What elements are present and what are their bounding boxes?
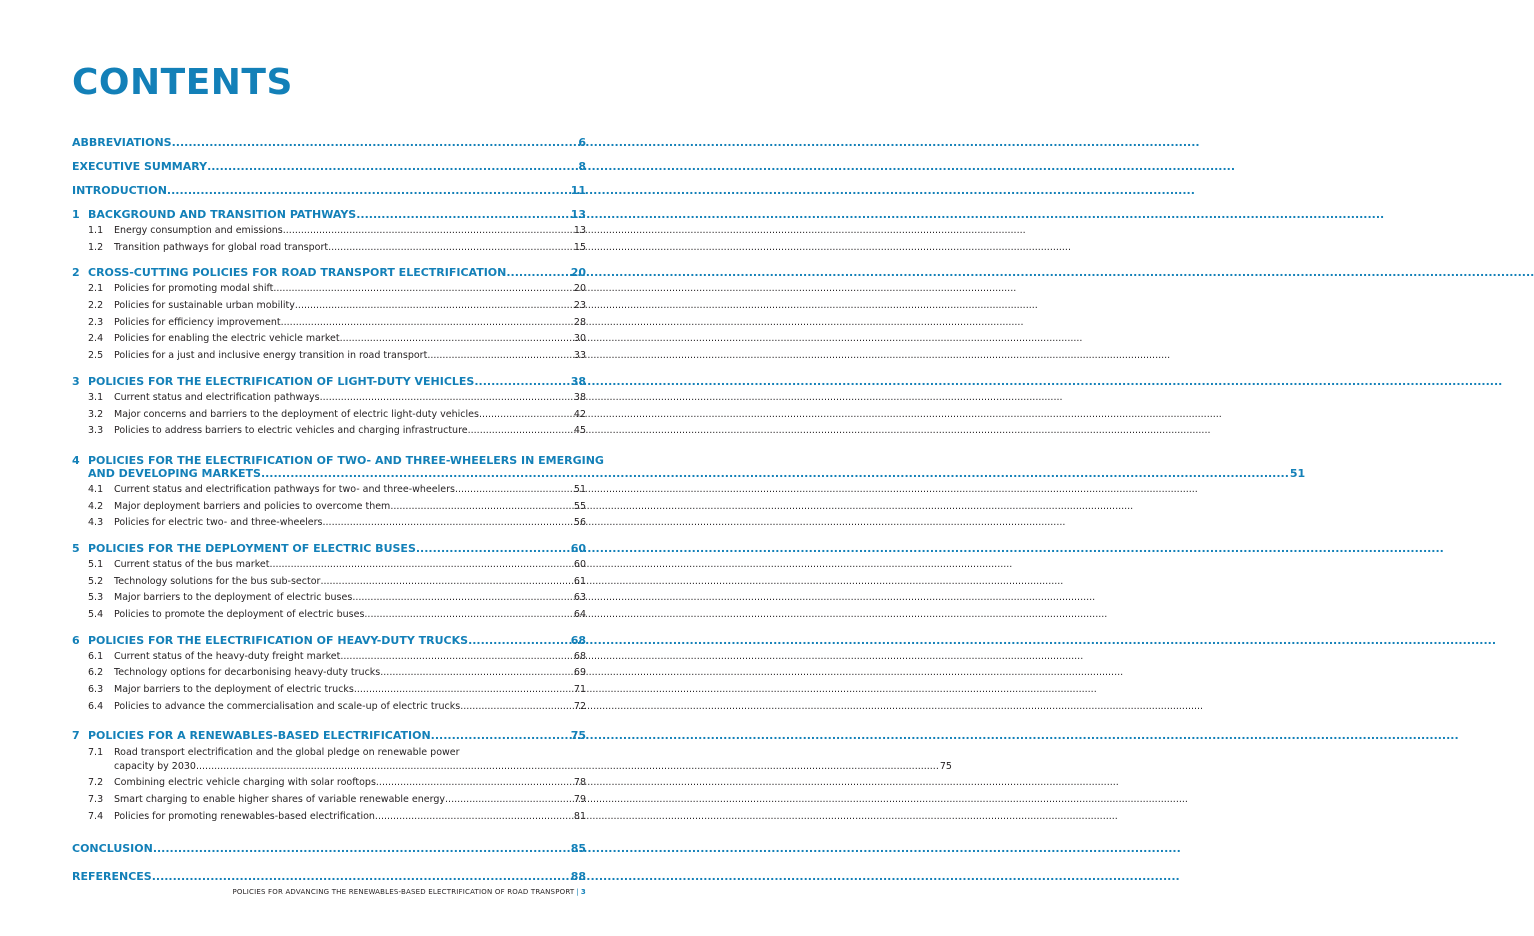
dot-leader [352,592,573,603]
chapter-number: 5 [72,541,80,555]
dot-leader [474,375,569,388]
dot-leader [167,184,570,197]
page-footer [0,888,586,896]
toc-chapter-4[interactable] [72,453,1306,484]
section-number: 6.2 [88,667,104,679]
toc-page-number: 15 [573,241,586,253]
section-number: 6.1 [88,650,104,662]
dot-leader [416,542,570,555]
toc-page-number: 6 [578,136,586,149]
chapter-title: BACKGROUND AND TRANSITION PATHWAYS [88,208,357,221]
dot-leader [283,225,573,236]
toc-section-2-4[interactable] [72,333,586,350]
toc-section-6-3[interactable] [72,684,586,701]
toc-page-number: 13 [573,225,586,236]
chapter-number: 2 [72,266,80,280]
toc-page-number: 68 [570,633,586,647]
toc-section-4-1[interactable] [72,484,586,501]
chapter-number: 4 [72,453,80,467]
toc-chapter-1[interactable] [72,208,586,225]
section-title: Current status and electrification pathways [114,391,320,403]
section-number: 2.1 [88,283,104,295]
toc-page-number: 68 [573,650,586,662]
chapter-number: 6 [72,633,80,647]
toc-page-number: 30 [573,333,586,345]
toc-page-number: 60 [573,558,586,570]
section-title: Smart charging to enable higher shares of variable renewable energy [114,794,446,806]
toc-entry-introduction[interactable] [72,184,586,208]
toc-section-3-2[interactable] [72,409,586,426]
page-title: CONTENTS [72,62,293,103]
section-title: Current status and electrification pathways for two- and three-wheelers [114,483,455,495]
toc-section-7-4[interactable] [72,811,586,828]
dot-leader [468,634,570,647]
dot-leader [295,300,573,311]
toc-page-number: 88 [570,869,586,883]
toc-section-5-4[interactable] [72,609,586,626]
toc-chapter-3[interactable] [72,375,586,392]
dot-leader [328,242,573,253]
section-title: Policies for sustainable urban mobility [114,300,295,312]
dot-leader [261,467,1289,481]
dot-leader [269,559,572,570]
dot-leader [445,794,573,805]
toc-section-2-5[interactable] [72,350,586,367]
toc-page-number: 51 [573,483,586,495]
section-number: 1.1 [88,225,104,236]
toc-section-1-1[interactable] [72,225,586,242]
dot-leader [356,208,569,221]
dot-leader [340,333,573,344]
section-number: 7.1 [88,747,104,759]
toc-entry-label: ABBREVIATIONS [72,136,172,149]
dot-leader [455,484,573,495]
toc-page-number: 42 [573,408,586,420]
chapter-title: POLICIES FOR THE ELECTRIFICATION OF HEAVY-DUTY TRUCKS [88,633,469,647]
toc-chapter-5[interactable] [72,542,586,559]
chapter-title: POLICIES FOR THE ELECTRIFICATION OF LIGHT-DUTY VEHICLES [88,374,475,388]
dot-leader [380,667,573,678]
dot-leader [281,317,573,328]
section-title: Technology solutions for the bus sub-sector [114,575,321,587]
toc-entry-label: INTRODUCTION [72,184,167,197]
section-number: 2.4 [88,333,104,345]
section-title-line-1: Road transport electrification and the global pledge on renewable power [114,747,460,759]
section-title: Policies for electric two- and three-wheelers [114,517,323,529]
toc-section-5-3[interactable] [72,592,586,609]
toc-section-1-2[interactable] [72,242,586,259]
dot-leader [375,811,573,822]
section-title: Current status of the heavy-duty freight market [114,650,341,662]
section-title: Policies to address barriers to electric vehicles and charging infrastructure [114,425,468,437]
toc-section-7-2[interactable] [72,777,586,794]
toc-section-5-2[interactable] [72,576,586,593]
toc-entry-conclusion[interactable] [72,842,586,866]
chapter-number: 7 [72,729,80,743]
toc-page-number: 64 [573,609,586,620]
section-title: Policies for promoting renewables-based electrification [114,810,375,822]
dot-leader [323,517,573,528]
dot-leader [172,136,578,149]
toc-page-number: 20 [573,283,586,295]
toc-section-2-3[interactable] [72,317,586,334]
section-title: Combining electric vehicle charging with solar rooftops [114,777,376,789]
dot-leader [376,777,573,788]
toc-entry-label: REFERENCES [72,869,152,883]
section-title: Major barriers to the deployment of electric buses [114,592,353,604]
dot-leader [340,651,573,662]
toc-page-number: 51 [1289,466,1306,480]
section-title: Major deployment barriers and policies to overcome them [114,500,391,512]
toc-chapter-6[interactable] [72,634,586,651]
toc-entry-executive-summary[interactable] [72,160,586,184]
section-title: Current status of the bus market [114,558,270,570]
dot-leader [153,842,570,855]
section-number: 2.5 [88,350,104,362]
section-number: 7.2 [88,777,104,789]
toc-page-number: 75 [570,729,586,743]
toc-page-number: 45 [573,425,586,437]
toc-page-number: 13 [570,208,586,221]
section-title: Policies to promote the deployment of electric buses [114,609,365,620]
section-number: 4.1 [88,483,104,495]
dot-leader [431,729,570,742]
toc-section-7-1[interactable] [72,746,952,777]
chapter-title-line-1: POLICIES FOR THE ELECTRIFICATION OF TWO- AND THREE-WHEELERS IN EMERGING [88,453,604,467]
section-number: 4.2 [88,500,104,512]
chapter-number: 1 [72,208,80,221]
chapter-title: POLICIES FOR A RENEWABLES-BASED ELECTRIFICATION [88,729,431,743]
section-title: Transition pathways for global road transport [114,241,329,253]
section-number: 7.4 [88,810,104,822]
toc-page-number: 11 [570,184,586,197]
toc-section-4-2[interactable] [72,501,586,518]
dot-leader [354,684,573,695]
toc-chapter-7[interactable] [72,729,586,746]
toc-page-number: 63 [573,592,586,604]
section-number: 5.4 [88,609,104,620]
section-title: Energy consumption and emissions [114,225,283,236]
dot-leader [468,425,573,436]
dot-leader [390,501,573,512]
toc-page-number: 33 [573,350,586,362]
footer-divider: | [576,888,579,896]
toc-section-6-2[interactable] [72,667,586,684]
dot-leader [364,609,573,620]
toc-chapter-2[interactable] [72,266,586,283]
dot-leader [506,266,569,279]
toc-page-number: 75 [939,761,952,773]
footer-page-number: 3 [580,888,586,896]
toc-page-number: 60 [570,541,586,555]
chapter-title: CROSS-CUTTING POLICIES FOR ROAD TRANSPORT ELECTRIFICATION [88,266,507,280]
toc-page-number: 23 [573,300,586,312]
toc-page-number: 61 [573,575,586,587]
section-number: 5.3 [88,592,104,604]
toc-page-number: 72 [573,700,586,712]
toc-section-3-3[interactable] [72,425,586,442]
toc-page-number: 20 [570,266,586,280]
toc-section-2-2[interactable] [72,300,586,317]
toc-page-number: 55 [573,500,586,512]
chapter-title: POLICIES FOR THE DEPLOYMENT OF ELECTRIC BUSES [88,541,416,555]
chapter-title-line-2: AND DEVELOPING MARKETS [88,466,261,480]
toc-page-number: 81 [573,810,586,822]
toc-page-number: 85 [570,841,586,855]
section-number: 4.3 [88,517,104,529]
dot-leader [273,283,573,294]
section-number: 3.1 [88,391,104,403]
section-number: 3.3 [88,425,104,437]
toc-page-number: 69 [573,667,586,679]
section-title: Major barriers to the deployment of electric trucks [114,684,354,696]
toc-entry-label: EXECUTIVE SUMMARY [72,160,208,173]
section-number: 7.3 [88,794,104,806]
dot-leader [460,701,573,712]
toc-page-number: 38 [573,391,586,403]
toc-section-6-4[interactable] [72,701,586,718]
dot-leader [152,870,570,883]
table-of-contents [72,136,1306,894]
toc-page-number: 38 [570,374,586,388]
toc-page-number: 71 [573,684,586,696]
section-number: 6.3 [88,684,104,696]
section-title: Major concerns and barriers to the deployment of electric light-duty vehicles [114,408,479,420]
toc-page-number: 8 [578,160,586,173]
toc-page-number: 78 [573,777,586,789]
toc-section-3-1[interactable] [72,392,586,409]
section-number: 5.2 [88,575,104,587]
dot-leader [427,350,573,361]
toc-section-7-3[interactable] [72,794,586,811]
section-number: 2.3 [88,316,104,328]
section-number: 6.4 [88,700,104,712]
footer-text: POLICIES FOR ADVANCING THE RENEWABLES-BASED ELECTRIFICATION OF ROAD TRANSPORT [232,888,575,896]
section-title: Technology options for decarbonising heavy-duty trucks [114,667,381,679]
section-title: Policies for a just and inclusive energy transition in road transport [114,350,428,362]
section-title: Policies for efficiency improvement [114,316,281,328]
section-title-line-2: capacity by 2030 [114,761,196,773]
toc-page-number: 79 [573,794,586,806]
toc-page-number: 28 [573,316,586,328]
section-title: Policies to advance the commercialisation and scale-up of electric trucks [114,700,461,712]
toc-section-2-1[interactable] [72,283,586,300]
toc-section-5-1[interactable] [72,559,586,576]
toc-section-4-3[interactable] [72,517,586,534]
toc-section-6-1[interactable] [72,651,586,668]
chapter-number: 3 [72,374,80,388]
section-number: 1.2 [88,241,104,253]
section-title: Policies for promoting modal shift [114,283,274,295]
dot-leader [320,392,573,403]
toc-entry-abbreviations[interactable] [72,136,586,160]
section-number: 2.2 [88,300,104,312]
dot-leader [207,160,577,173]
dot-leader [320,576,572,587]
section-number: 3.2 [88,408,104,420]
dot-leader [196,760,939,774]
section-number: 5.1 [88,558,104,570]
toc-page-number: 56 [573,517,586,529]
dot-leader [479,409,573,420]
section-title: Policies for enabling the electric vehicle market [114,333,340,345]
toc-entry-label: CONCLUSION [72,841,153,855]
